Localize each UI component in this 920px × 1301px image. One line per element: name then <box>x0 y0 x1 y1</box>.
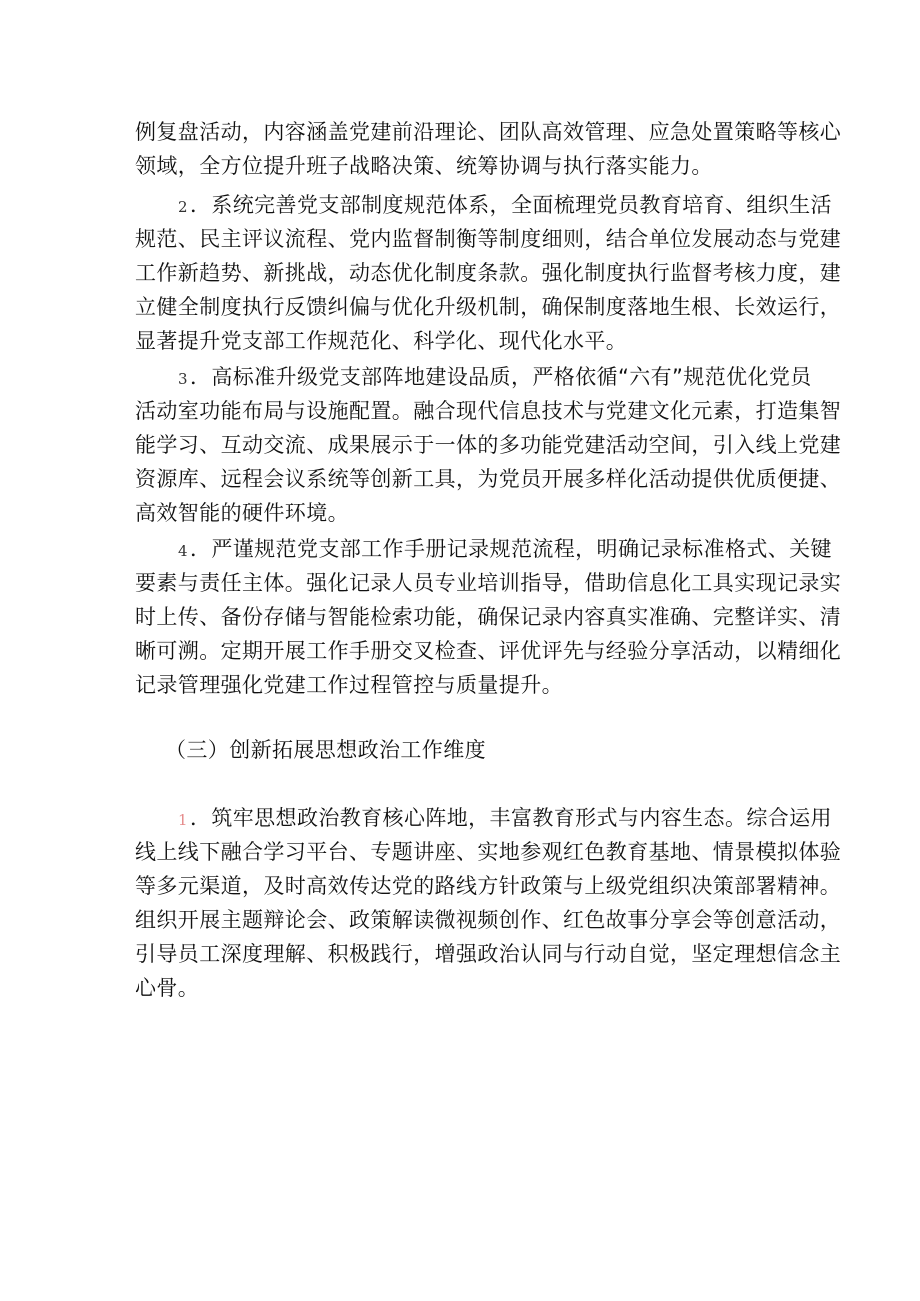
paragraph-line <box>0 564 920 602</box>
line-text: ．筑牢思想政治教育核心阵地，丰富教育形式与内容生态。综合运用 <box>189 806 832 830</box>
paragraph-line <box>0 147 920 185</box>
line-text: ．系统完善党支部制度规范体系，全面梳理党员教育培育、组织生活 <box>189 193 832 217</box>
line-text: 组织开展主题辩论会、政策解读微视频创作、红色故事分享会等创意活动， <box>135 908 842 932</box>
paragraph-line <box>0 322 920 360</box>
paragraph-line <box>0 113 920 151</box>
line-text: 资源库、远程会议系统等创新工具，为党员开展多样化活动提供优质便捷、 <box>135 467 842 491</box>
paragraph-line <box>0 867 920 905</box>
line-text: 心骨。 <box>135 976 200 1000</box>
line-text: ．严谨规范党支部工作手册记录规范流程，明确记录标准格式、关键 <box>189 537 832 561</box>
paragraph-line <box>0 460 920 498</box>
paragraph-line <box>0 632 920 670</box>
paragraph-line <box>0 220 920 258</box>
paragraph-line <box>0 833 920 871</box>
paragraph-line <box>0 666 920 704</box>
paragraph-line <box>0 288 920 326</box>
line-text: 要素与责任主体。强化记录人员专业培训指导，借助信息化工具实现记录实 <box>135 571 842 595</box>
line-text: 时上传、备份存储与智能检索功能，确保记录内容真实准确、完整详实、清 <box>135 605 842 629</box>
line-text: 显著提升党支部工作规范化、科学化、现代化水平。 <box>135 329 628 353</box>
line-text: 能学习、互动交流、成果展示于一体的多功能党建活动空间，引入线上党建 <box>135 433 842 457</box>
line-text: ．高标准升级党支部阵地建设品质，严格依循“六有”规范优化党员 <box>189 365 812 389</box>
paragraph-line <box>0 901 920 939</box>
list-item-4-line <box>0 530 920 568</box>
line-text: 等多元渠道，及时高效传达党的路线方针政策与上级党组织决策部署精神。 <box>135 874 842 898</box>
list-number: 1 <box>178 811 188 829</box>
line-text: 线上线下融合学习平台、专题讲座、实地参观红色教育基地、情景模拟体验 <box>135 840 842 864</box>
paragraph-line <box>0 935 920 973</box>
line-text: 活动室功能布局与设施配置。融合现代信息技术与党建文化元素，打造集智 <box>135 399 842 423</box>
paragraph-line <box>0 969 920 1007</box>
paragraph-line <box>0 494 920 532</box>
line-text: 立健全制度执行反馈纠偏与优化升级机制，确保制度落地生根、长效运行， <box>135 295 842 319</box>
paragraph-line <box>0 392 920 430</box>
paragraph-line <box>0 254 920 292</box>
list-item-2-line <box>0 186 920 224</box>
line-text: 晰可溯。定期开展工作手册交叉检查、评优评先与经验分享活动，以精细化 <box>135 639 842 663</box>
paragraph-line <box>0 426 920 464</box>
line-text: 工作新趋势、新挑战，动态优化制度条款。强化制度执行监督考核力度，建 <box>135 261 842 285</box>
list-number: 4 <box>178 542 188 560</box>
list-number: 3 <box>178 370 188 388</box>
line-text: 例复盘活动，内容涵盖党建前沿理论、团队高效管理、应急处置策略等核心 <box>135 120 842 144</box>
line-text: 高效智能的硬件环境。 <box>135 501 349 525</box>
paragraph-line <box>0 598 920 636</box>
list-number: 2 <box>178 198 188 216</box>
section-heading-text: （三）创新拓展思想政治工作维度 <box>165 738 486 762</box>
line-text: 领域，全方位提升班子战略决策、统筹协调与执行落实能力。 <box>135 154 713 178</box>
list-item-1-line <box>0 799 920 837</box>
line-text: 记录管理强化党建工作过程管控与质量提升。 <box>135 673 563 697</box>
line-text: 规范、民主评议流程、党内监督制衡等制度细则，结合单位发展动态与党建 <box>135 227 842 251</box>
section-heading <box>0 731 920 769</box>
line-text: 引导员工深度理解、积极践行，增强政治认同与行动自觉，坚定理想信念主 <box>135 942 842 966</box>
list-item-3-line <box>0 358 920 396</box>
